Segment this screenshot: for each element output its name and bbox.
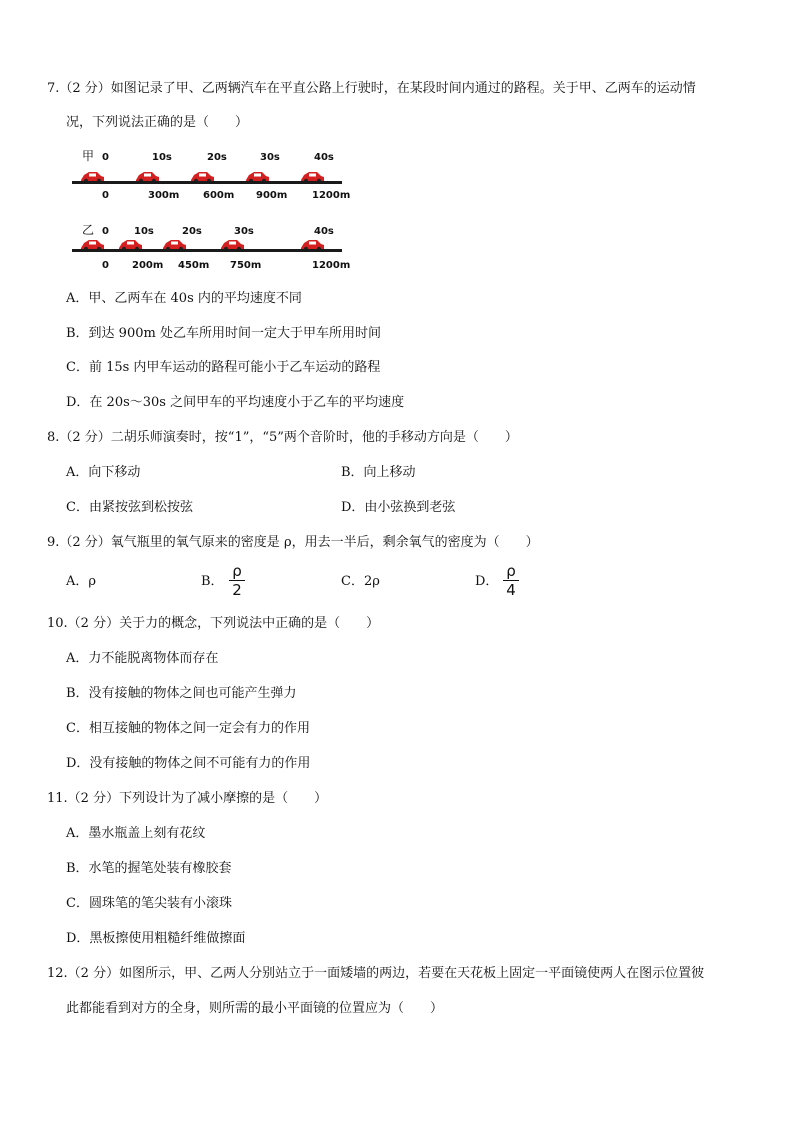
- jia-time-4: 40s: [314, 152, 334, 163]
- yi-dist-3: 750m: [230, 260, 262, 271]
- fraction-numerator: ρ: [232, 562, 242, 580]
- jia-road: [72, 181, 342, 184]
- yi-label: 乙: [82, 223, 95, 237]
- q10-option-a: A．力不能脱离物体而存在: [66, 651, 219, 666]
- q12-stem-line1: 12.（2 分）如图所示，甲、乙两人分别站立于一面矮墙的两边，若要在天花板上固定一平面镜使两人在图示位置彼: [47, 966, 705, 981]
- q7-option-a: A．甲、乙两车在 40s 内的平均速度不同: [66, 291, 302, 306]
- yi-dist-2: 450m: [178, 260, 210, 271]
- q8-option-d: D．由小弦换到老弦: [341, 500, 456, 515]
- q8-option-c: C．由紧按弦到松按弦: [66, 500, 193, 515]
- q9-option-b-fraction: [229, 564, 245, 598]
- yi-dist-4: 1200m: [312, 260, 351, 271]
- q10-option-c: C．相互接触的物体之间一定会有力的作用: [66, 721, 310, 736]
- jia-time-0: 0: [102, 152, 109, 163]
- fraction-denominator: 2: [232, 581, 242, 599]
- jia-time-2: 20s: [207, 152, 227, 163]
- q8-option-b: B．向上移动: [341, 465, 416, 480]
- fraction-numerator: ρ: [506, 562, 516, 580]
- q11-option-a: A．墨水瓶盖上刻有花纹: [66, 826, 206, 841]
- yi-dist-0: 0: [102, 260, 109, 271]
- jia-dist-4: 1200m: [312, 190, 351, 201]
- q9-stem: 9.（2 分）氧气瓶里的氧气原来的密度是 ρ，用去一半后，剩余氧气的密度为（ ）: [47, 535, 539, 550]
- yi-time-3: 30s: [234, 226, 254, 237]
- yi-dist-1: 200m: [132, 260, 164, 271]
- yi-time-0: 0: [102, 226, 109, 237]
- q9-option-d-prefix: D．: [475, 574, 499, 589]
- q7-stem-line1: 7.（2 分）如图记录了甲、乙两辆汽车在平直公路上行驶时，在某段时间内通过的路程。关于甲、乙两车的运动情: [47, 81, 696, 96]
- jia-dist-2: 600m: [203, 190, 235, 201]
- q9-option-c: C．2ρ: [341, 574, 380, 589]
- q7-car-figure: [70, 144, 360, 274]
- yi-road: [72, 249, 342, 252]
- fraction-denominator: 4: [506, 581, 516, 599]
- q7-option-c: C．前 15s 内甲车运动的路程可能小于乙车运动的路程: [66, 360, 381, 375]
- yi-time-2: 20s: [182, 226, 202, 237]
- q11-stem: 11.（2 分）下列设计为了减小摩擦的是（ ）: [47, 791, 328, 806]
- q10-option-b: B．没有接触的物体之间也可能产生弹力: [66, 686, 297, 701]
- jia-time-3: 30s: [260, 152, 280, 163]
- q7-option-d: D．在 20s～30s 之间甲车的平均速度小于乙车的平均速度: [66, 395, 405, 410]
- jia-dist-3: 900m: [256, 190, 288, 201]
- yi-time-4: 40s: [314, 226, 334, 237]
- q8-option-a: A．向下移动: [66, 465, 141, 480]
- q7-option-b: B．到达 900m 处乙车所用时间一定大于甲车所用时间: [66, 326, 381, 341]
- jia-label: 甲: [82, 149, 95, 163]
- q12-stem-line2: 此都能看到对方的全身，则所需的最小平面镜的位置应为（ ）: [66, 1001, 444, 1016]
- q11-option-d: D．黑板擦使用粗糙纤维做擦面: [66, 931, 246, 946]
- jia-dist-0: 0: [102, 190, 109, 201]
- q8-stem: 8.（2 分）二胡乐师演奏时，按“1”，“5”两个音阶时，他的手移动方向是（ ）: [47, 430, 518, 445]
- q9-option-d-fraction: [503, 564, 519, 598]
- q10-stem: 10.（2 分）关于力的概念，下列说法中正确的是（ ）: [47, 616, 380, 631]
- jia-time-1: 10s: [152, 152, 172, 163]
- jia-dist-1: 300m: [148, 190, 180, 201]
- q11-option-b: B．水笔的握笔处装有橡胶套: [66, 861, 232, 876]
- q9-option-b-prefix: B．: [201, 574, 224, 589]
- q10-option-d: D．没有接触的物体之间不可能有力的作用: [66, 756, 311, 771]
- q11-option-c: C．圆珠笔的笔尖装有小滚珠: [66, 896, 232, 911]
- q9-option-a: A．ρ: [66, 574, 97, 589]
- yi-time-1: 10s: [134, 226, 154, 237]
- q7-stem-line2: 况，下列说法正确的是（ ）: [66, 115, 249, 130]
